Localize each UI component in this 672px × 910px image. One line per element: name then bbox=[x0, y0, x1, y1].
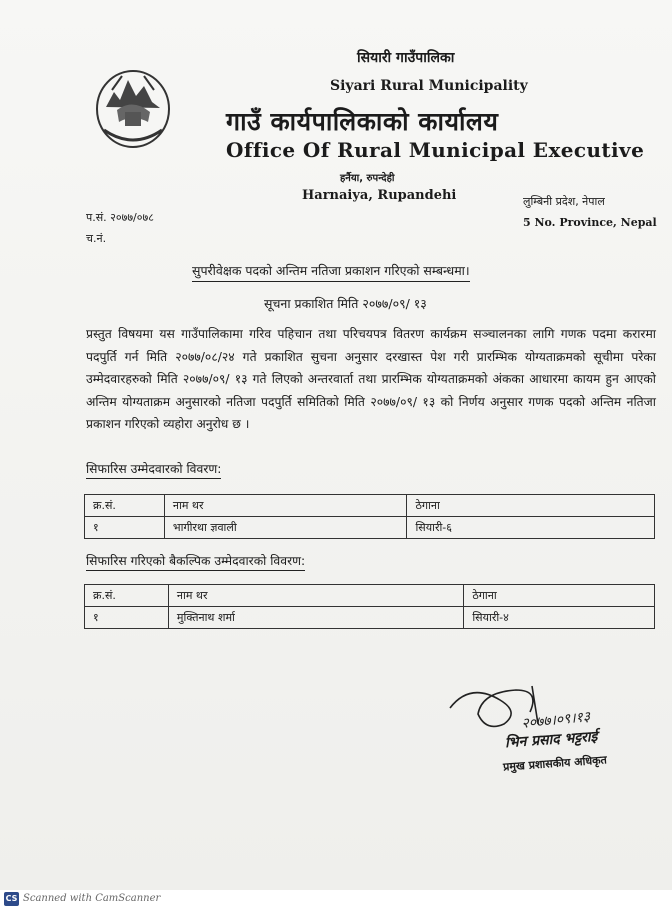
camscanner-logo: CS bbox=[4, 892, 19, 906]
province-np: लुम्बिनी प्रदेश, नेपाल bbox=[523, 195, 605, 208]
table-cell: भागीरथा ज्ञवाली bbox=[164, 517, 407, 539]
municipality-name-en: Siyari Rural Municipality bbox=[330, 78, 528, 94]
table-cell: मुक्तिनाथ शर्मा bbox=[168, 607, 463, 629]
place-en: Harnaiya, Rupandehi bbox=[302, 188, 457, 203]
dispatch-number: च.नं. bbox=[86, 232, 107, 245]
province-en: 5 No. Province, Nepal bbox=[523, 216, 657, 229]
notice-date: सूचना प्रकाशित मिति २०७७/०९/ १३ bbox=[264, 296, 427, 311]
municipality-name-np: सियारी गाउँपालिका bbox=[357, 50, 455, 66]
column-header: नाम थर bbox=[168, 585, 463, 607]
column-header: क्र.सं. bbox=[85, 585, 169, 607]
column-header: ठेगाना bbox=[407, 495, 655, 517]
reference-number: प.सं. २०७७/०७८ bbox=[86, 211, 154, 224]
signatory-name: भिन प्रसाद भट्टराई bbox=[504, 728, 598, 752]
table-cell: सियारी-६ bbox=[407, 517, 655, 539]
place-np: हर्नैया, रुपन्देही bbox=[340, 173, 395, 184]
office-title-np: गाउँ कार्यपालिकाको कार्यालय bbox=[226, 107, 499, 136]
nepal-emblem-icon bbox=[92, 62, 174, 152]
table-cell: सियारी-४ bbox=[464, 607, 655, 629]
column-header: ठेगाना bbox=[464, 585, 655, 607]
table-header-row bbox=[85, 585, 655, 607]
column-header: क्र.सं. bbox=[85, 495, 165, 517]
subject-line: सुपरीवेक्षक पदको अन्तिम नतिजा प्रकाशन गरिएको सम्बन्धमा। bbox=[192, 262, 470, 282]
recommended-candidate-heading: सिफारिस उम्मेदवारको विवरण: bbox=[86, 460, 221, 479]
table-header-row bbox=[85, 495, 655, 517]
table-row bbox=[85, 607, 655, 629]
recommended-candidate-table bbox=[84, 494, 655, 539]
body-paragraph: प्रस्तुत विषयमा यस गाउँपालिकामा गरिव पहिचान तथा परिचयपत्र वितरण कार्यक्रम सञ्चालनका लागि गणक पदमा करारमा पदपुर्ति गर्न मिति २०७७/०८/२४ गते प्रकाशित सुचना अनुसार दरखास्त पेश गरी प्रारम्भिक योग्यताक्रमको सूचीमा परेका उम्मेदवारहरुको मिति २०७७/०९/ १३ गते लिएको अन्तरवार्ता तथा प्रारम्भिक योग्यताक्रमको अंकका आधारमा कायम हुन आएको अन्तिम योग्यताक्रम अनुसारको नतिजा पदपुर्ति समितिको मिति २०७७/०९/ १३ को निर्णय अनुसार गणक पदको अन्तिम नतिजा प्रकाशन गरिएको व्यहोरा अनुरोध छ । bbox=[86, 327, 656, 431]
signature-date: २०७७।०९।१३ bbox=[520, 708, 591, 732]
alternate-candidate-table bbox=[84, 584, 655, 629]
table-cell: १ bbox=[85, 517, 165, 539]
table-row bbox=[85, 517, 655, 539]
alternate-candidate-heading: सिफारिस गरिएको बैकल्पिक उम्मेदवारको विवरण: bbox=[86, 552, 305, 571]
signatory-title: प्रमुख प्रशासकीय अधिकृत bbox=[502, 753, 608, 774]
column-header: नाम थर bbox=[164, 495, 407, 517]
office-title-en: Office Of Rural Municipal Executive bbox=[226, 138, 645, 162]
table-cell: १ bbox=[85, 607, 169, 629]
scanner-watermark: Scanned with CamScanner bbox=[23, 893, 161, 904]
